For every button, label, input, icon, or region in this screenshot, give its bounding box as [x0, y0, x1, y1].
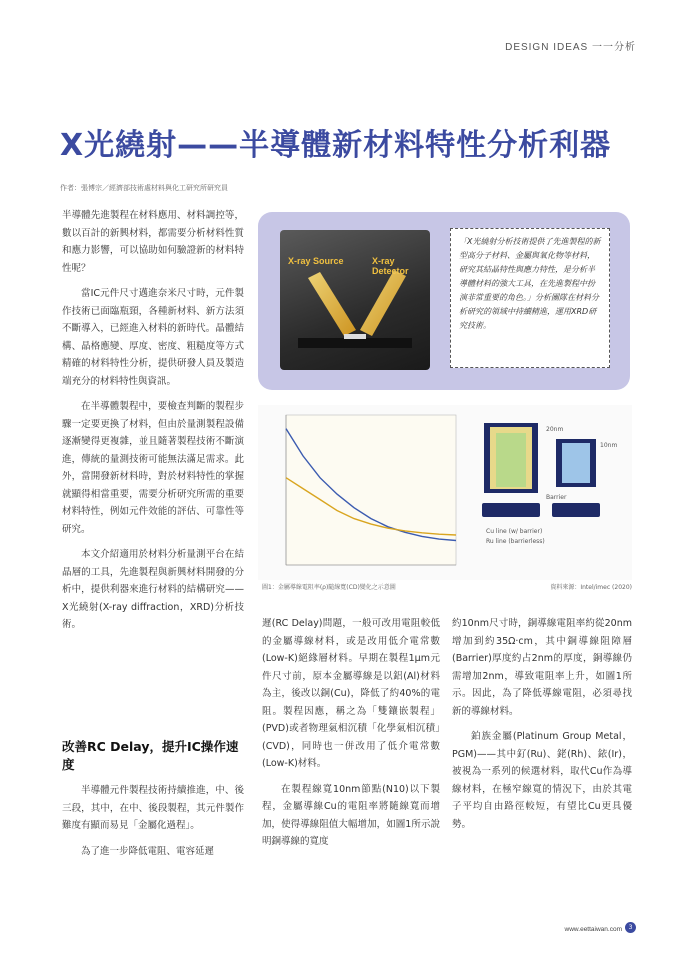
- paragraph: 鉑族金屬(Platinum Group Metal，PGM)——其中釕(Ru)、銠(Rh)、銥(Ir)，被視為一系列的候選材料，取代Cu作為導線材料，在極窄線寬的情況下，由於其電子平均自由路徑較短，有望比Cu更具優勢。: [452, 731, 632, 830]
- paragraph: 當IC元件尺寸邁進奈米尺寸時，元件製作技術已面臨瓶頸，各種新材料、新方法須不斷導入，已經進入材料的新時代。晶體結構、晶格應變、厚度、密度、粗糙度等方式精確的材料特性分析，提供研發人員及製造端充分的材料特性與資訊。: [62, 288, 244, 387]
- diagram-label: Ru line (barrierless): [486, 538, 545, 545]
- xray-diffraction-illustration: [280, 230, 430, 370]
- diagram-label: 10nm: [600, 442, 618, 449]
- paragraph: 半導體先進製程在材料應用、材料調控等，數以百計的新興材料，都需要分析材料性質和應力影響，可以協助如何驗證新的材料特性呢？: [62, 210, 244, 274]
- footer-url[interactable]: www.eettaiwan.com: [564, 926, 622, 933]
- sample: [344, 334, 366, 339]
- page-number: 3: [625, 922, 636, 933]
- left-column-lower: [62, 782, 244, 868]
- left-column: [62, 207, 244, 642]
- paragraph: 在半導體製程中，要檢查判斷的製程步驟一定要更換了材料，但由於量測製程設備逐漸變得更複雜，並且隨著製程技術不斷演進，傳統的量測技術可能無法滿足需求。此外，當開發新材料時，對於材料特性的掌握就顯得相當重要，需要分析研究所需的重要材料特性，例如元件效能的評估、可靠性等研究。: [62, 401, 244, 535]
- figure-1: [258, 405, 632, 605]
- paragraph: 遲(RC Delay)問題，一般可改用電阻較低的金屬導線材料，或是改用低介電常數(Low-K)絕緣層材料。早期在製程1μm元件尺寸前，原本金屬導線是以鋁(Al)材料為主，後改以銅(Cu)，降低了約40%的電阻。製程因應，稱之為「雙鑲嵌製程」(PVD)或者物理氣相沉積「化學氣相沉積」(CVD)，同時也一併改用了低介電常數(Low-K)材料。: [262, 618, 440, 769]
- page-title: X光繞射——半導體新材料特性分析利器: [60, 128, 612, 163]
- paragraph: 在製程線寬10nm節點(N10)以下製程，金屬導線Cu的電阻率將隨線寬而增加，使得導線阻值大幅增加，如圖1所示說明銅導線的寬度: [262, 783, 440, 847]
- incident-beam: [308, 272, 356, 336]
- figure-caption: [262, 582, 632, 591]
- paragraph: 約10nm尺寸時，銅導線電阻率約從20nm增加到約35Ω·cm，其中銅導線阻障層(Barrier)厚度約占2nm的厚度，銅導線仍需增加2nm，導致電阻率上升，如圖1所示。因此，為了降低導線電阻，必須尋找新的導線材料。: [452, 618, 632, 717]
- pull-quote: 「X光繞射分析技術提供了先進製程的新型高分子材料、金屬與氧化物等材料，研究其結晶特性與應力特性，是分析半導體材料的強大工具，在先進製程中扮演非常重要的角色。」分析團隊在材料分析研究的領域中持續精進，運用XRD研究技術。: [450, 228, 610, 368]
- middle-column: [262, 615, 440, 859]
- diagram-label: Cu line (w/ barrier): [486, 528, 543, 535]
- caption-source: 資料來源：Intel/imec (2020): [550, 584, 632, 591]
- beam-out-label: X-ray Detector: [372, 256, 409, 276]
- byline: 作者：張博宗／經濟部技術處材料與化工研究所研究員: [60, 184, 228, 192]
- paragraph: 本文介紹適用於材料分析量測平台在結晶層的工具，先進製程與新興材料開發的分析中，提供利器來進行材料的結構研究——X光繞射(X-ray diffraction，XRD)分析技術。: [62, 549, 244, 630]
- line-chart: [286, 415, 456, 565]
- section-heading: 改善RC Delay，提升IC操作速度: [62, 739, 239, 772]
- paragraph: 為了進一步降低電阻、電容延遲: [81, 845, 215, 857]
- callout-panel: [258, 212, 630, 390]
- section-header: DESIGN IDEAS 一一分析: [505, 42, 636, 53]
- beam-in-label: X-ray Source: [288, 256, 344, 266]
- right-column: [452, 615, 632, 841]
- diagram-label: 20nm: [546, 426, 564, 433]
- diffracted-beam: [360, 270, 406, 336]
- paragraph: 半導體元件製程技術持續推進，中、後三段，其中，在中、後段製程，其元件製作難度有顯而易見「金屬化過程」。: [62, 785, 244, 831]
- caption-text: 圖1：金屬導線電阻率(ρ)隨線寬(CD)變化之示意圖: [262, 584, 396, 591]
- sample-stage: [298, 338, 412, 348]
- diagram-label: Barrier: [546, 494, 567, 501]
